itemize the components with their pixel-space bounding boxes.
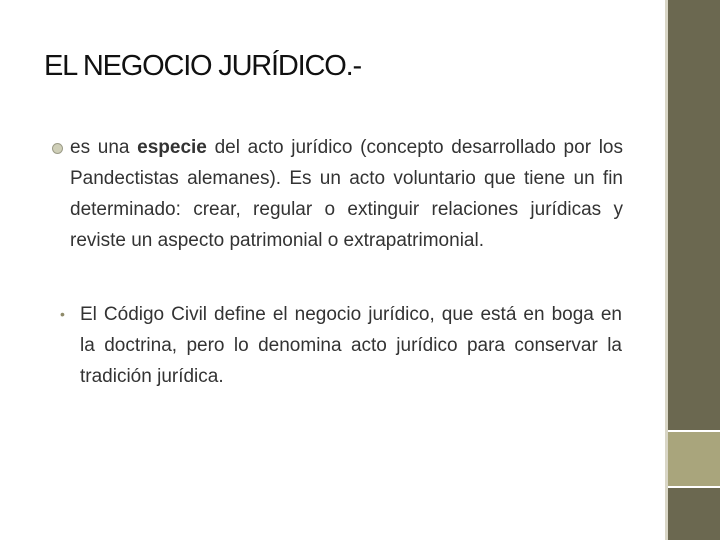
decorative-sidebar bbox=[668, 0, 720, 540]
bullet-text-post: del acto jurídico (concepto desarrollado por los Pandectistas alemanes). Es un acto voluntario que tiene un fin determinado: crear, regular o extinguir relaciones jurídicas y reviste un aspecto patrimonial o extrapatrimonial. bbox=[70, 137, 623, 251]
sidebar-block-bottom bbox=[668, 488, 720, 540]
bullet-text-bold: especie bbox=[137, 137, 207, 158]
slide-title: EL NEGOCIO JURÍDICO.- bbox=[44, 50, 361, 82]
bullet-text bbox=[70, 132, 623, 256]
bullet-dot-icon: • bbox=[60, 306, 65, 322]
bullet-item-codigo-civil bbox=[60, 299, 622, 392]
bullet-text-pre: es una bbox=[70, 137, 138, 158]
bullet-circle-icon bbox=[52, 143, 63, 154]
bullet-text: El Código Civil define el negocio jurídico, que está en boga en la doctrina, pero lo denomina acto jurídico para conservar la tradición jurídica. bbox=[80, 304, 622, 387]
sidebar-block-accent bbox=[668, 432, 720, 486]
sidebar-block-top bbox=[668, 0, 720, 430]
bullet-item-negocio bbox=[48, 132, 623, 256]
